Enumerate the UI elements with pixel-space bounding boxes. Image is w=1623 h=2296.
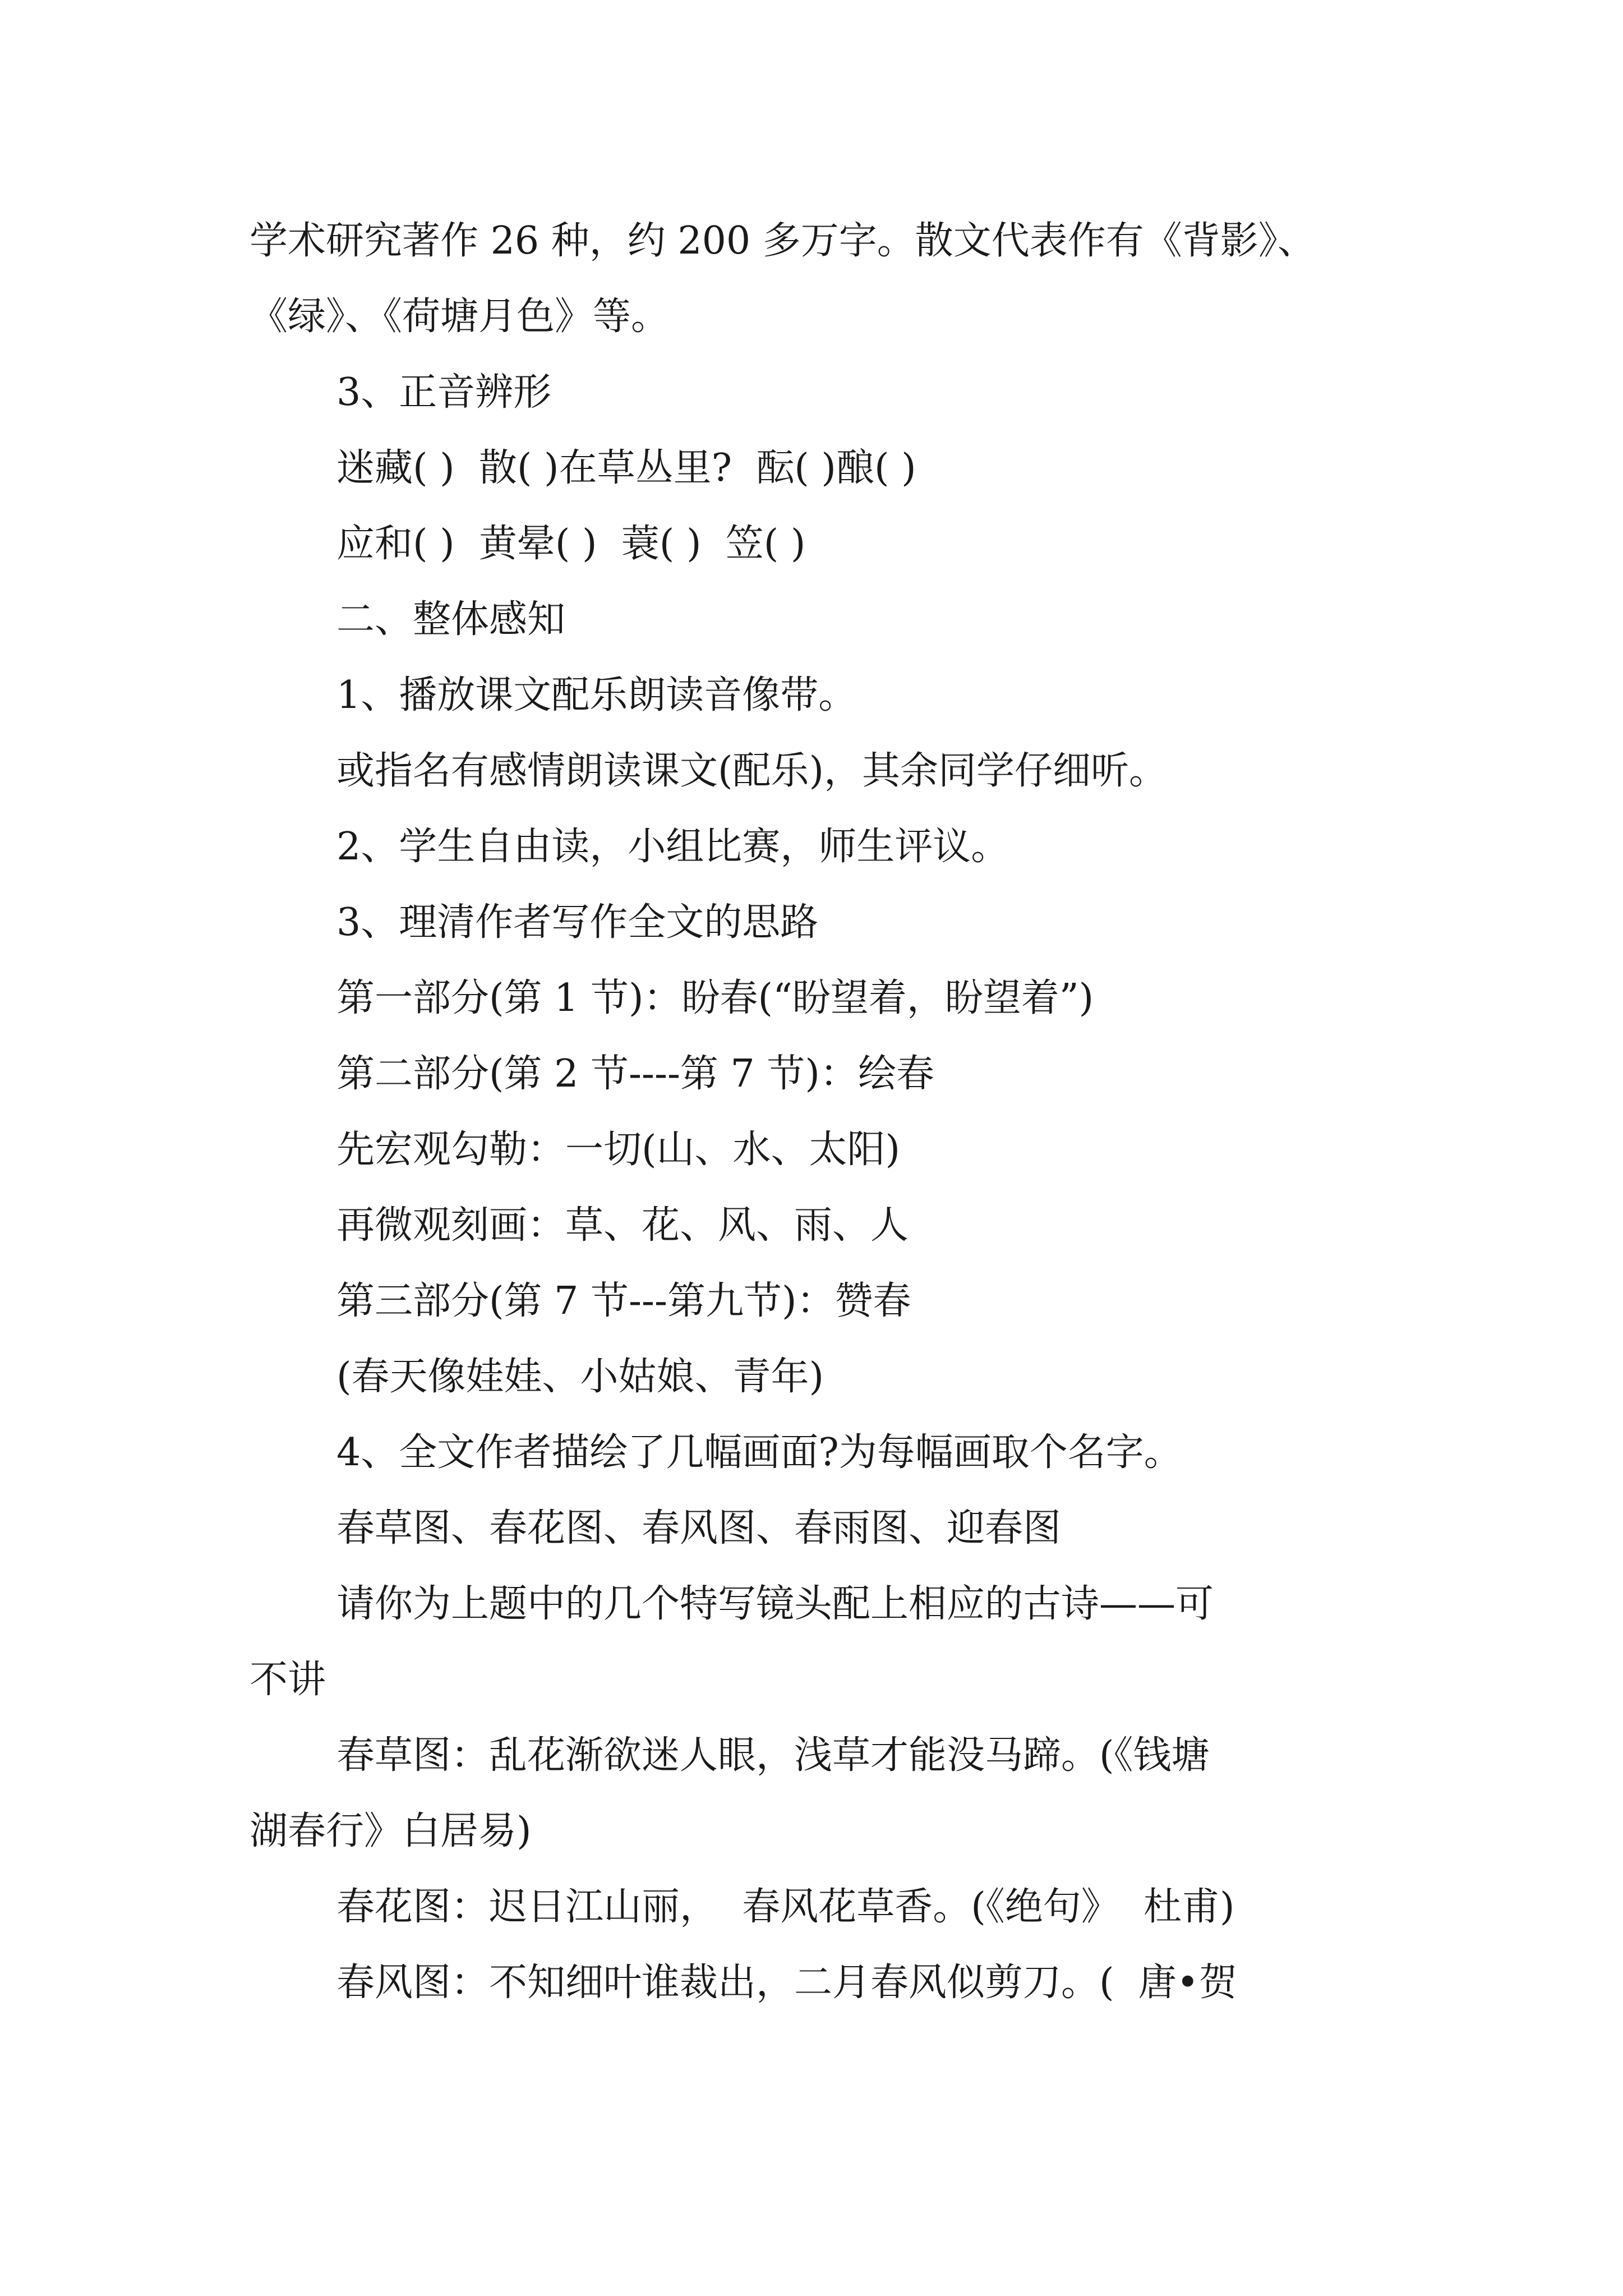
- text-line: 或指名有感情朗读课文(配乐)，其余同学仔细听。: [336, 749, 1168, 793]
- section-heading: 二、整体感知: [336, 597, 566, 642]
- text-line: 春草图：乱花渐欲迷人眼，浅草才能没马蹄。(《钱塘: [336, 1733, 1210, 1778]
- text-line: 迷藏( ) 散( )在草丛里? 酝( )酿( ): [336, 446, 916, 490]
- text-line: 再微观刻画：草、花、风、雨、人: [336, 1203, 909, 1248]
- text-line: 春风图：不知细叶谁裁出，二月春风似剪刀。( 唐•贺: [336, 1961, 1237, 2005]
- text-line: 应和( ) 黄晕( ) 蓑( ) 笠( ): [336, 522, 806, 566]
- text-line: 湖春行》白居易): [250, 1809, 532, 1853]
- text-line: 春花图：迟日江山丽， 春风花草香。(《绝句》 杜甫): [336, 1885, 1235, 1929]
- text-line: 春草图、春花图、春风图、春雨图、迎春图: [336, 1506, 1062, 1550]
- section-heading: 3、正音辨形: [336, 370, 552, 415]
- text-line: 第二部分(第 2 节----第 7 节)：绘春: [336, 1052, 934, 1096]
- text-line: (春天像娃娃、小姑娘、青年): [336, 1355, 824, 1399]
- text-line: 不讲: [250, 1658, 326, 1702]
- text-line: 《绿》、《荷塘月色》等。: [250, 295, 670, 339]
- text-line: 学术研究著作 26 种，约 200 多万字。散文代表作有《背影》、: [250, 219, 1316, 263]
- text-line: 4、全文作者描绘了几幅画面?为每幅画取个名字。: [336, 1430, 1182, 1475]
- text-line: 第一部分(第 1 节)：盼春(“盼望着，盼望着”): [336, 976, 1094, 1020]
- text-line: 第三部分(第 7 节---第九节)：赞春: [336, 1279, 911, 1323]
- text-line: 2、学生自由读，小组比赛，师生评议。: [336, 825, 1009, 869]
- text-line: 3、理清作者写作全文的思路: [336, 900, 819, 945]
- text-line: 1、播放课文配乐朗读音像带。: [336, 673, 857, 717]
- text-line: 先宏观勾勒：一切(山、水、太阳): [336, 1128, 901, 1172]
- text-line: 请你为上题中的几个特写镜头配上相应的古诗——可: [336, 1582, 1214, 1626]
